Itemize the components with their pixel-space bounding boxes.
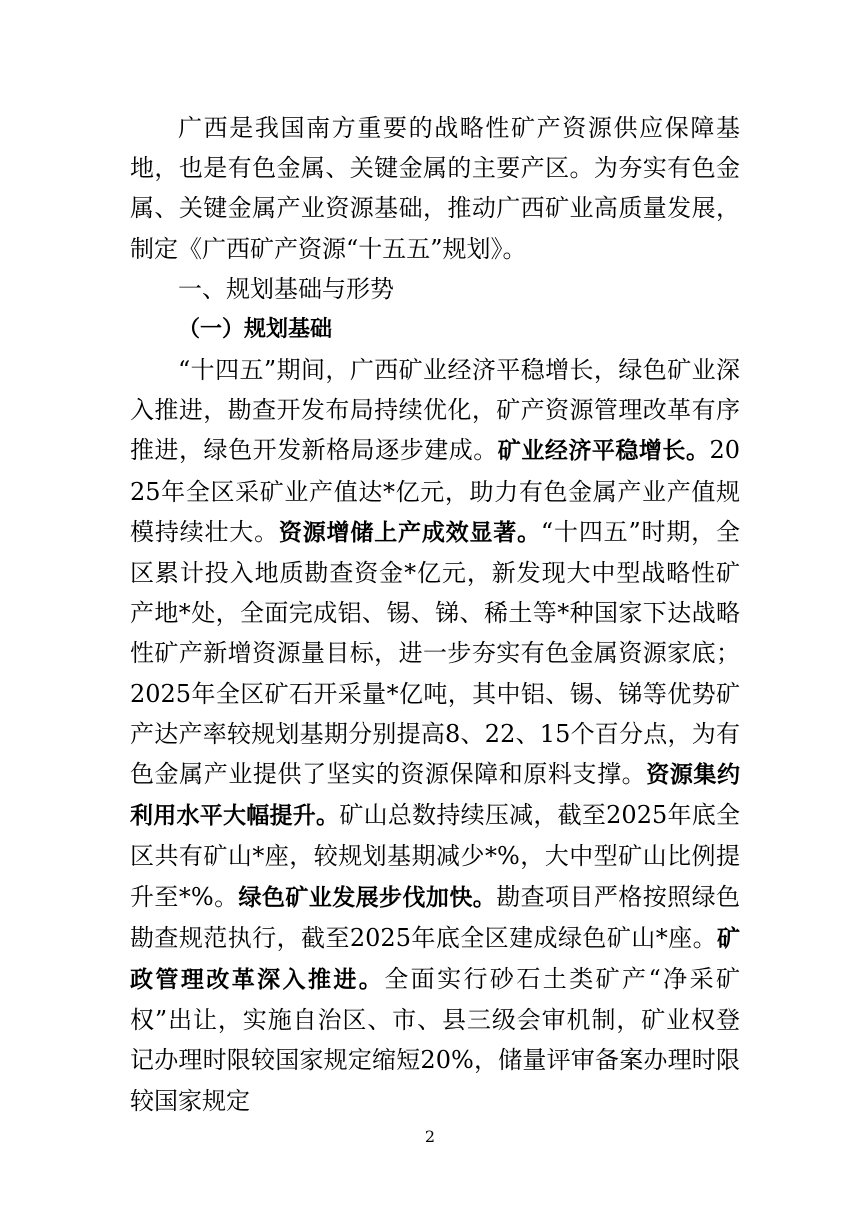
subsection-heading: （一）规划基础 bbox=[178, 317, 333, 342]
body-text-segment: 全面实行砂石土类矿产“净采矿权”出让，实施自治区、市、县三级会审机制，矿业权登记办理时限较国家规定缩短20%，储量评审备案办理时限较国家规定 bbox=[130, 965, 740, 1115]
bold-key-point: 矿政管理改革深入推进。 bbox=[130, 925, 740, 994]
bold-key-point: 绿色矿业发展步伐加快。 bbox=[238, 884, 497, 911]
body-text-segment: 2025年全区采矿业产值达*亿元，助力有色金属产业产值规模持续壮大。 bbox=[130, 436, 741, 546]
body-text-segment: 勘查项目严格按照绿色勘查规范执行，截至2025年底全区建成绿色矿山*座。 bbox=[130, 882, 741, 952]
body-text-segment: “十四五”时期，全区累计投入地质勘查资金*亿元，新发现大中型战略性矿产地*处，全面完成铝、锡、锑、稀土等*种国家下达战略性矿产新增资源量目标，进一步夯实有色金属资源家底；2025年全区矿石开采量*亿吨，其中铝、锡、锑等优势矿产达产率较规划基期分别提高8、22、15个百分点，为有色金属产业提供了坚实的资源保障和原料支撑。 bbox=[130, 517, 741, 789]
bold-key-point: 矿业经济平稳增长。 bbox=[497, 438, 710, 465]
bold-key-point: 资源集约利用水平大幅提升。 bbox=[130, 762, 741, 830]
body-text-segment: 矿山总数持续压减，截至2025年底全区共有矿山*座，较规划基期减少*%，大中型矿山比例提升至*%。 bbox=[130, 801, 741, 911]
body-paragraph bbox=[130, 350, 740, 1121]
section-heading: 一、规划基础与形势 bbox=[178, 275, 394, 303]
body-text-segment: “十四五”期间，广西矿业经济平稳增长，绿色矿业深入推进，勘查开发布局持续优化，矿产资源管理改革有序推进，绿色开发新格局逐步建成。 bbox=[130, 356, 740, 465]
intro-paragraph: 广西是我国南方重要的战略性矿产资源供应保障基地，也是有色金属、关键金属的主要产区。为夯实有色金属、关键金属产业资源基础，推动广西矿业高质量发展，制定《广西矿产资源“十五五”规划》。 bbox=[130, 114, 740, 263]
page-number: 2 bbox=[424, 1127, 436, 1146]
bold-key-point: 资源增储上产成效显著。 bbox=[278, 519, 541, 546]
